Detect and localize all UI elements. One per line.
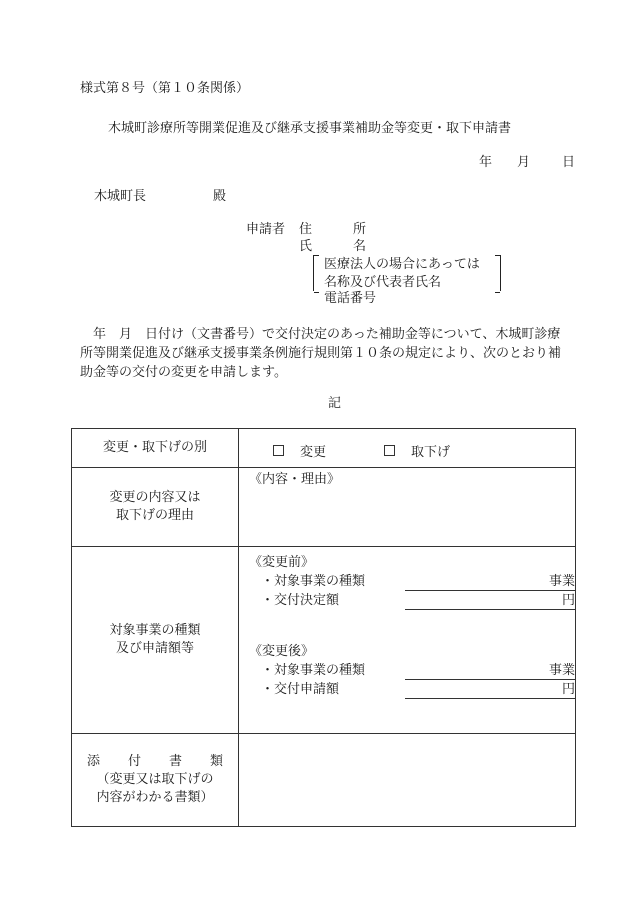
reason-field[interactable]: [239, 468, 576, 547]
document-title: 木城町診療所等開業促進及び継承支援事業補助金等変更・取下申請書: [108, 121, 512, 136]
after-type-label: ・対象事業の種類: [261, 663, 366, 678]
application-form-table: [71, 428, 576, 827]
name-label-2: 名: [353, 239, 367, 254]
before-type-label: ・対象事業の種類: [261, 574, 366, 589]
table-row-reason: [72, 468, 576, 547]
reason-label-line1: 変更の内容又は: [109, 490, 201, 505]
before-change-header: 《変更前》: [249, 555, 315, 570]
table-row-amounts: [72, 547, 576, 734]
form-number: 様式第８号（第１０条関係）: [80, 81, 250, 96]
change-option-label: 変更: [300, 445, 327, 460]
after-type-row: [249, 661, 575, 680]
date-month-label: 月: [517, 155, 531, 170]
name-label-1: 氏: [299, 239, 313, 254]
attachments-label-line1: 添付書類: [86, 754, 251, 769]
change-option[interactable]: [273, 441, 326, 460]
change-checkbox[interactable]: [273, 445, 284, 456]
attachments-label-line2: （変更又は取下げの: [96, 772, 214, 787]
after-amount-label: ・交付申請額: [261, 682, 340, 697]
table-row-attachments: [72, 734, 576, 827]
address-label-2: 所: [353, 222, 367, 237]
amounts-label-line1: 対象事業の種類: [109, 623, 201, 638]
amounts-cell: [239, 547, 576, 734]
table-row-type: [72, 429, 576, 468]
ki-heading: 記: [328, 396, 342, 411]
attachments-label-line3: 内容がわかる書類）: [96, 790, 214, 805]
date-year-label: 年: [479, 155, 493, 170]
reason-content-header: 《内容・理由》: [249, 472, 341, 487]
after-type-unit: 事業: [548, 663, 575, 678]
before-amount-row: [249, 591, 575, 610]
after-change-header: 《変更後》: [249, 644, 315, 659]
corporation-note-line2: 名称及び代表者氏名: [324, 275, 442, 290]
before-type-unit: 事業: [548, 574, 575, 589]
before-type-field[interactable]: [405, 574, 575, 591]
corporation-note-line1: 医療法人の場合にあっては: [324, 257, 480, 272]
attachments-label: [72, 734, 251, 827]
attachments-field[interactable]: [239, 734, 576, 827]
after-amount-row: [249, 680, 575, 699]
before-amount-field[interactable]: [405, 593, 575, 610]
application-body-text: 年 月 日付け（文書番号）で交付決定のあった補助金等について、木城町診療所等開業促進及び継承支援事業条例施行規則第１０条の規定により、次のとおり補助金等の交付の変更を申請します。: [80, 327, 562, 380]
before-type-row: [249, 572, 575, 591]
addressee-name: 木城町長: [94, 189, 147, 204]
date-day-label: 日: [562, 155, 576, 170]
withdraw-checkbox[interactable]: [384, 445, 395, 456]
withdraw-option-label: 取下げ: [411, 445, 451, 460]
type-choices-cell: [239, 429, 576, 468]
amounts-label-line2: 及び申請額等: [115, 641, 194, 656]
reason-label: [72, 468, 239, 547]
amounts-label: [72, 547, 239, 734]
type-label: 変更・取下げの別: [72, 429, 239, 468]
phone-label: 電話番号: [324, 291, 377, 306]
before-amount-label: ・交付決定額: [261, 593, 340, 608]
after-type-field[interactable]: [405, 663, 575, 680]
after-amount-field[interactable]: [405, 682, 575, 699]
applicant-label: 申請者: [246, 222, 286, 237]
address-label-1: 住: [299, 222, 313, 237]
after-amount-unit: 円: [561, 682, 575, 697]
before-amount-unit: 円: [561, 593, 575, 608]
withdraw-option[interactable]: [384, 441, 450, 460]
reason-label-line2: 取下げの理由: [115, 508, 194, 523]
addressee-honorific: 殿: [213, 189, 227, 204]
